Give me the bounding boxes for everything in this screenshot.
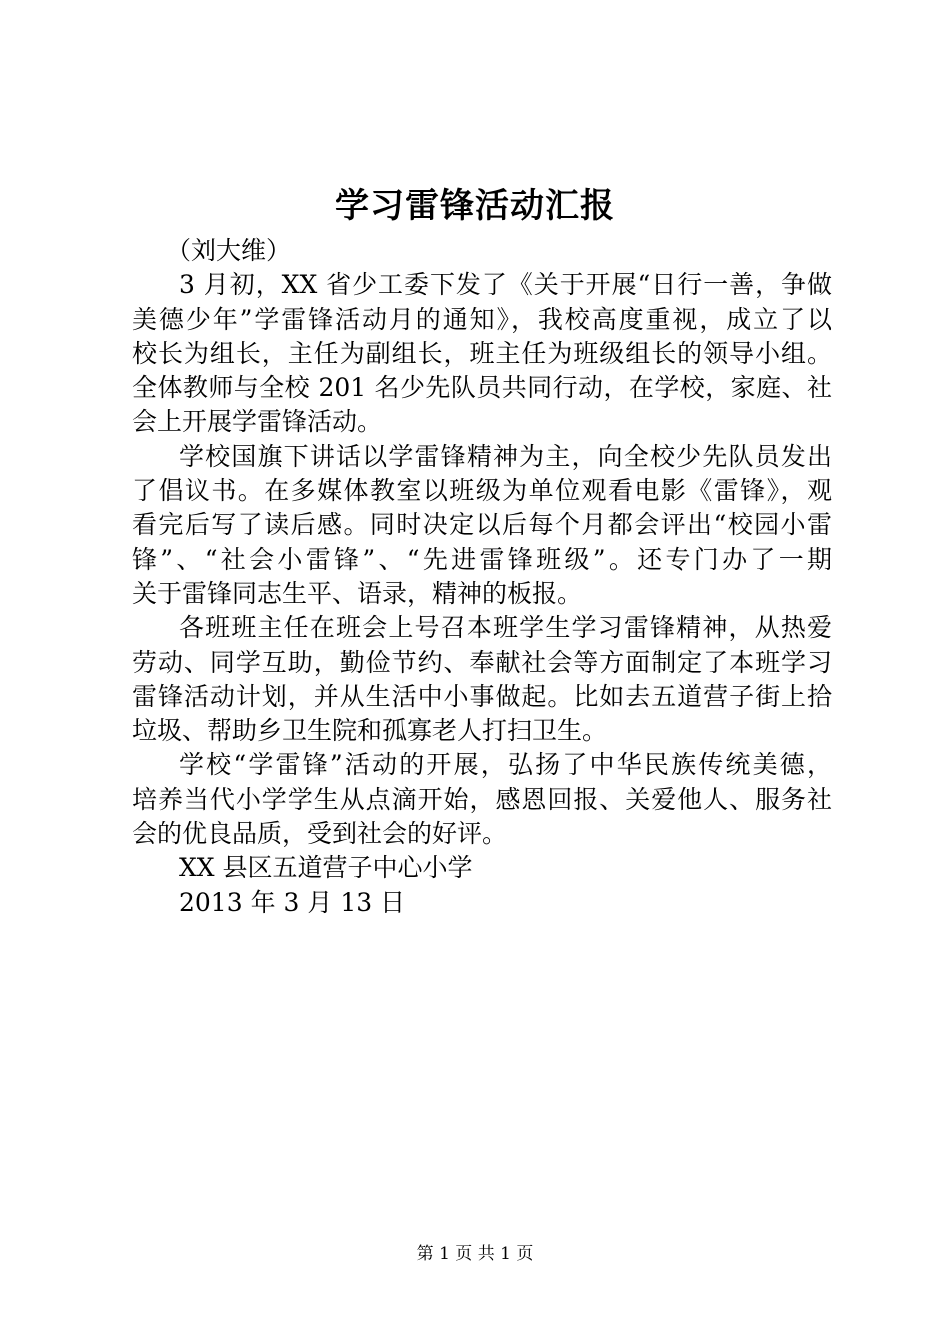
- paragraph-2-line-2: 了倡议书。在多媒体教室以班级为单位观看电影《雷锋》，观: [132, 476, 832, 506]
- date-line: 2013 年 3 月 13 日: [179, 887, 406, 917]
- paragraph-2-line-5: 关于雷锋同志生平、语录，精神的板报。: [132, 578, 583, 608]
- paragraph-3-line-1: 各班班主任在班会上号召本班学生学习雷锋精神，从热爱: [179, 613, 832, 643]
- paragraph-1-line-5: 会上开展学雷锋活动。: [132, 407, 383, 437]
- paragraph-1-line-1: 3 月初，XX 省少工委下发了《关于开展“日行一善，争做: [179, 270, 832, 300]
- author-line: （刘大维）: [166, 236, 292, 265]
- paragraph-2-line-3: 看完后写了读后感。同时决定以后每个月都会评出“校园小雷: [132, 510, 832, 540]
- paragraph-3-line-4: 垃圾、帮助乡卫生院和孤寡老人打扫卫生。: [132, 716, 608, 746]
- page-footer: 第 1 页 共 1 页: [416, 1244, 534, 1264]
- document-body: [132, 234, 832, 920]
- paragraph-2-line-4: 锋”、“社会小雷锋”、“先进雷锋班级”。还专门办了一期: [132, 544, 832, 574]
- paragraph-3-line-3: 雷锋活动计划，并从生活中小事做起。比如去五道营子街上拾: [132, 681, 832, 711]
- signature-line: XX 县区五道营子中心小学: [179, 853, 473, 883]
- paragraph-4-line-3: 会的优良品质，受到社会的好评。: [132, 819, 508, 849]
- paragraph-1-line-3: 校长为组长，主任为副组长，班主任为班级组长的领导小组。: [132, 338, 832, 368]
- paragraph-3-line-2: 劳动、同学互助，勤俭节约、奉献社会等方面制定了本班学习: [132, 647, 832, 677]
- document-title: 学习雷锋活动汇报: [335, 186, 615, 226]
- paragraph-4-line-1: 学校“学雷锋”活动的开展，弘扬了中华民族传统美德，: [179, 750, 832, 780]
- paragraph-4-line-2: 培养当代小学学生从点滴开始，感恩回报、关爱他人、服务社: [132, 784, 832, 814]
- paragraph-1-line-2: 美德少年”学雷锋活动月的通知》，我校高度重视，成立了以: [132, 304, 832, 334]
- paragraph-1-line-4: 全体教师与全校 201 名少先队员共同行动，在学校，家庭、社: [132, 373, 832, 403]
- paragraph-2-line-1: 学校国旗下讲话以学雷锋精神为主，向全校少先队员发出: [179, 441, 832, 471]
